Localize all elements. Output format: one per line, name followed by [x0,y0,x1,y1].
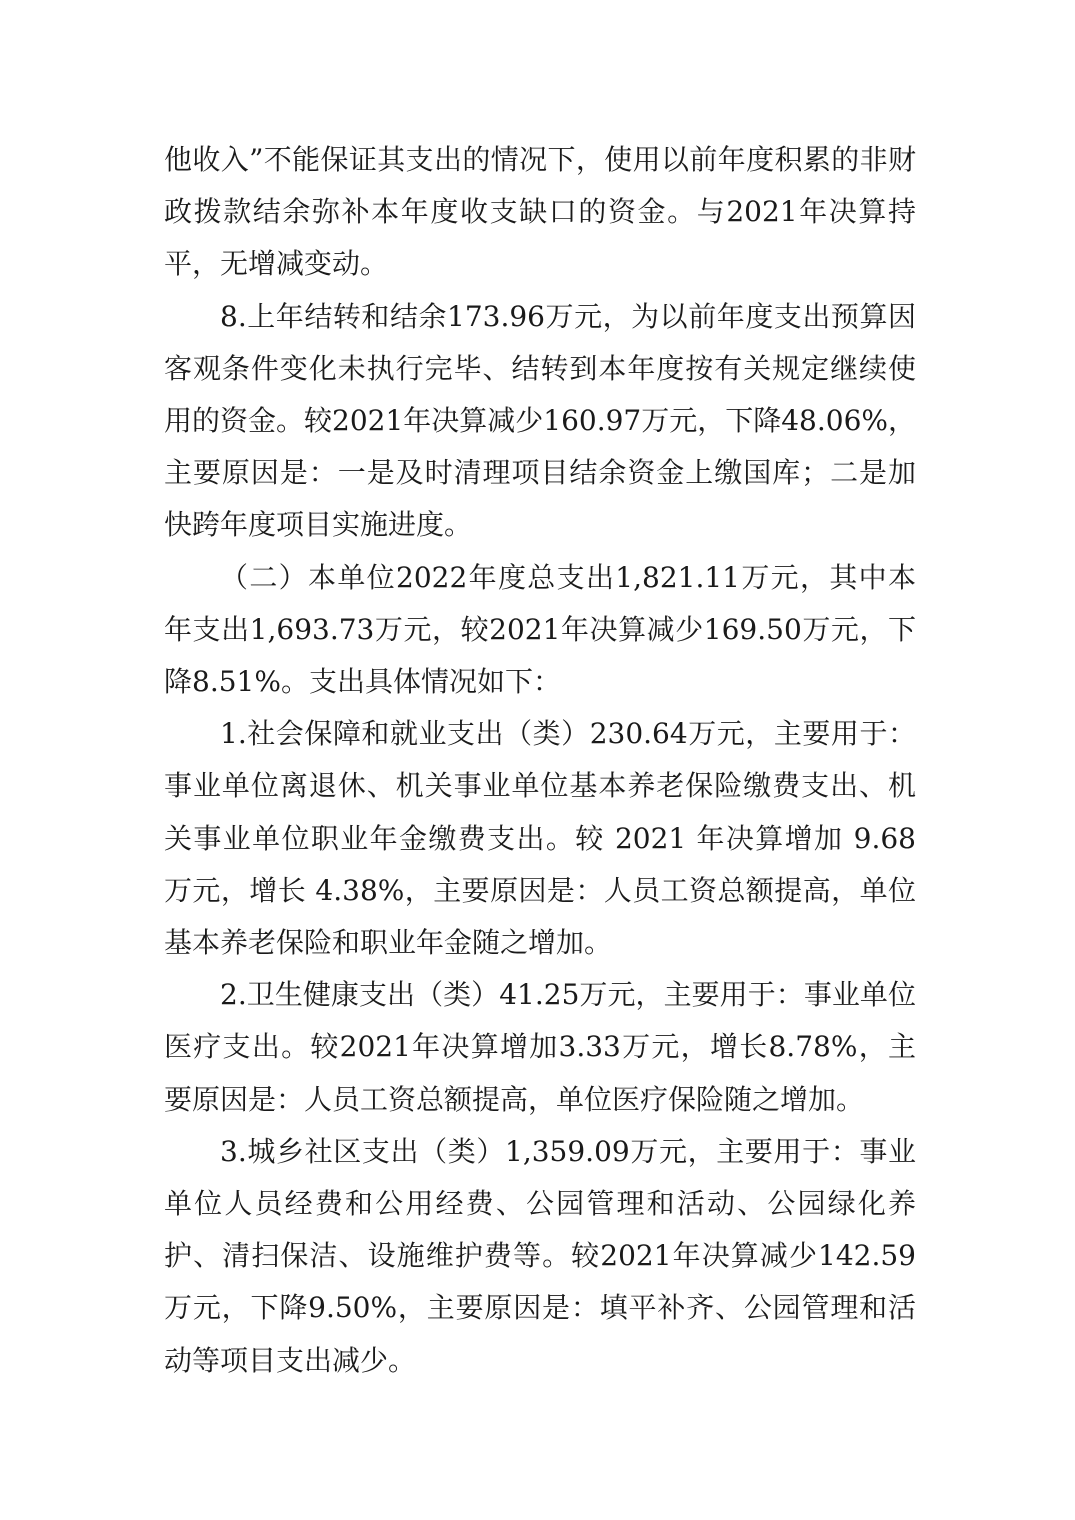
paragraph-income-continued: 他收入”不能保证其支出的情况下，使用以前年度积累的非财政拨款结余弥补本年度收支缺口的资金。与2021年决算持平，无增减变动。 [164,143,916,281]
paragraph-total-expenditure: （二）本单位2022年度总支出1,821.11万元，其中本年支出1,693.73万元，较2021年决算减少169.50万元，下降8.51%。支出具体情况如下： [164,560,916,699]
paragraph-carryover-balance: 8.上年结转和结余173.96万元，为以前年度支出预算因客观条件变化未执行完毕、结转到本年度按有关规定继续使用的资金。较2021年决算减少160.97万元，下降48.06%，主要原因是：一是及时清理项目结余资金上缴国库；二是加快跨年度项目实施进度。 [164,299,916,542]
paragraph-urban-rural-community: 3.城乡社区支出（类）1,359.09万元，主要用于：事业单位人员经费和公用经费、公园管理和活动、公园绿化养护、清扫保洁、设施维护费等。较2021年决算减少142.59万元，下降9.50%，主要原因是：填平补齐、公园管理和活动等项目支出减少。 [164,1134,916,1377]
document-body [164,134,916,1387]
paragraph-social-security: 1.社会保障和就业支出（类）230.64万元，主要用于：事业单位离退休、机关事业单位基本养老保险缴费支出、机关事业单位职业年金缴费支出。较 2021 年决算增加 9.68 万元，增长 4.38%，主要原因是：人员工资总额提高，单位基本养老保险和职业年金随之增加。 [164,717,916,960]
paragraph-health: 2.卫生健康支出（类）41.25万元，主要用于：事业单位医疗支出。较2021年决算增加3.33万元，增长8.78%，主要原因是：人员工资总额提高，单位医疗保险随之增加。 [164,978,916,1116]
